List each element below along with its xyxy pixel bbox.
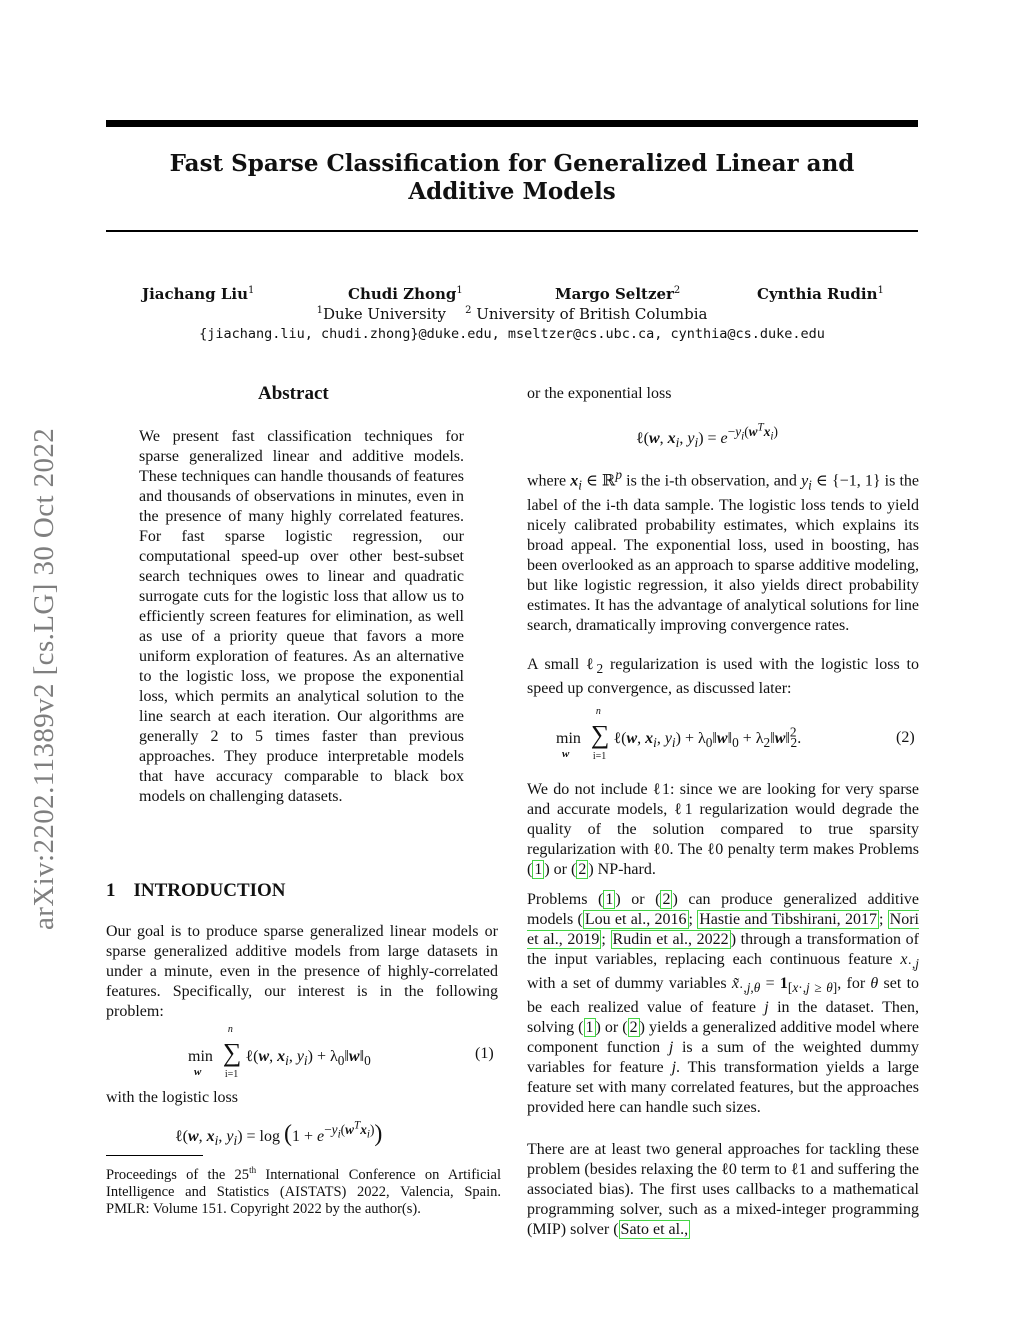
author-2: Chudi Zhong$^1$ bbox=[348, 285, 463, 303]
right-paragraph-5: There are at least two general approaches for tackling these problem (besides relaxing the ℓ0 term to ℓ1 and suffering the associated bias). The first uses callbacks to a mathematical programming solver, such as a mixed-integer programming (MIP) solver ( Sato et al., bbox=[527, 1141, 919, 1238]
logistic-loss-label: with the logistic loss bbox=[106, 1089, 238, 1106]
intro-paragraph-1: Our goal is to produce sparse generalized linear models or sparse generalized additive models from large datasets in under a minute, even in the presence of highly-correlated features. Specifically, our interest is in the following problem: bbox=[106, 923, 498, 1020]
citation-lou-2016[interactable]: Lou et al., 2016 bbox=[584, 911, 687, 928]
author-3: Margo Seltzer$^2$ bbox=[555, 285, 681, 303]
right-paragraph-4: Problems ( 1 ) or ( 2 ) can produce generalized additive models ( Lou et al., 2016 ; Hastie and Tibshirani, 2017 ; Nori et al., 2019 ; Rudin et al., 2022 ) through a transformation of the input variables, replacing each continuous feature $x_{\cdot,j}$ with a set of dummy variables $x̃_{\cdot,j,\theta} = 1_{[x\cdot,j \ge \theta]}$, for θ set to be each realized value of feature j in the dataset. Then, solving ( 1 ) or ( 2 ) yields a generalized additive model where component function j is a sum of the weighted dummy variables for feature j. This transformation yields a large feature set with many correlated features, but the approaches provided here can handle such sizes. bbox=[527, 891, 920, 1117]
exponential-loss-label: or the exponential loss bbox=[527, 385, 672, 402]
title-top-rule bbox=[106, 120, 918, 127]
equation-1-number: (1) bbox=[475, 1045, 494, 1062]
equation-2-link[interactable]: 2 bbox=[662, 891, 671, 908]
title-line-1: Fast Sparse Classification for Generalized Linear and bbox=[169, 150, 855, 177]
abstract-heading: Abstract bbox=[258, 383, 329, 404]
abstract-text: We present fast classification techniques for sparse generalized linear and additive models. These techniques can handle thousands of features and thousands of observations in minutes, even in the presence of many highly correlated features. For fast sparse logistic regression, our computational speed-up over other best-subset search techniques owes to linear and quadratic surrogate cuts for the logistic loss that allow us to efficiently screen features for elimination, as well as use of a priority queue that favors a more uniform exploration of features. As an alternative to the logistic loss, we propose the exponential loss, which permits an analytical solution to the line search at each iteration. Our algorithms are generally 2 to 5 times faster than previous approaches. They produce interpretable models that have accuracy comparable to black box models on challenging datasets. bbox=[139, 428, 464, 805]
equation-2-link[interactable]: 2 bbox=[578, 861, 587, 878]
citation-hastie-2017[interactable]: Hastie and Tibshirani, 2017 bbox=[699, 911, 877, 928]
title-line-2: Additive Models bbox=[408, 178, 616, 205]
exponential-loss-equation: ℓ(w, $x_i$, $y_i) = e^{-y_i(w^Tx_i)}$ bbox=[636, 422, 778, 450]
equation-1: min w ∑ n i=1 ℓ(w, $x_i$, $y_i$) + $\lambda_0‖w‖_0$ bbox=[188, 1024, 371, 1080]
footnote-rule bbox=[106, 1155, 203, 1156]
arxiv-identifier[interactable]: arXiv:2202.11389v2 [cs.LG] 30 Oct 2022 bbox=[28, 427, 60, 930]
citation-rudin-2022[interactable]: Rudin et al., 2022 bbox=[612, 931, 729, 948]
right-paragraph-2: A small ℓ$_2$ regularization is used with the logistic loss to speed up convergence, as discussed later: bbox=[527, 656, 919, 698]
equation-2: min w ∑ n i=1 ℓ(w, $x_i$, $y_i$) + $\lambda_0‖w‖_0$ + $\lambda_2‖w‖^2_2$. bbox=[556, 706, 802, 762]
equation-2-link[interactable]: 2 bbox=[629, 1019, 638, 1037]
citation-sato[interactable]: Sato et al., bbox=[620, 1221, 689, 1238]
author-4: Cynthia Rudin$^1$ bbox=[757, 285, 884, 303]
title-bottom-rule bbox=[106, 230, 918, 232]
author-emails: {jiachang.liu, chudi.zhong}@duke.edu, mseltzer@cs.ubc.ca, cynthia@cs.duke.edu bbox=[199, 326, 825, 342]
author-1: Jiachang Liu$^1$ bbox=[142, 285, 255, 303]
citation-nori-2019[interactable]: Nori et al., 2019 bbox=[527, 911, 919, 948]
equation-1-link[interactable]: 1 bbox=[534, 861, 543, 878]
equation-2-number: (2) bbox=[896, 729, 915, 746]
section-heading-introduction: 1 INTRODUCTION bbox=[106, 880, 286, 901]
equation-1-link[interactable]: 1 bbox=[605, 891, 614, 908]
equation-1-link[interactable]: 1 bbox=[585, 1019, 594, 1037]
right-paragraph-1: where $x_i$ ∈ ℝ$^p$ is the i-th observation, and $y_i$ ∈ {−1, 1} is the label of the i-th data sample. The logistic loss tends to yield nicely calibrated probability estimates, which explains its broad appeal. The exponential loss, used in boosting, has been overlooked as an approach to sparse additive modeling, but like logistic regression, it also yields direct probability estimates. It has the advantage of analytical solutions for line search, dramatically improving convergence rates. bbox=[527, 467, 920, 634]
footnote-proceedings: Proceedings of the 25th International Conference on Artificial Intelligence and Statistics (AISTATS) 2022, Valencia, Spain. PMLR: Volume 151. Copyright 2022 by the author(s). bbox=[106, 1165, 502, 1217]
right-paragraph-3: We do not include ℓ1: since we are looking for very sparse and accurate models, ℓ1 regularization would degrade the quality of the solution compared to true sparsity regularization with ℓ0. The ℓ0 penalty term makes Problems ( 1 ) or ( 2 ) NP-hard. bbox=[527, 781, 919, 878]
logistic-loss-equation: ℓ(w, $x_i$, $y_i) = \log (1 + e^{-y_i(w^Tx_i)})$ bbox=[175, 1120, 383, 1148]
paper-title bbox=[106, 150, 918, 206]
affiliations: $^1$Duke University $^2$ University of British Columbia bbox=[316, 305, 708, 323]
